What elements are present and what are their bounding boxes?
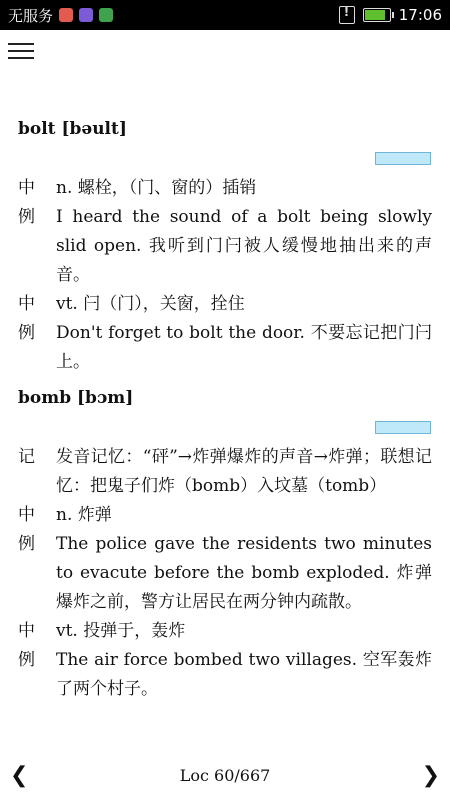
battery-icon: [363, 8, 391, 22]
highlight-tag-icon[interactable]: [375, 152, 431, 165]
chevron-right-icon[interactable]: ❯: [421, 763, 440, 788]
entry-line: [18, 646, 432, 704]
clock-time: 17:06: [398, 6, 442, 24]
entry-line: [18, 174, 432, 203]
line-text: The air force bombed two villages. 空军轰炸了两个村子。: [56, 650, 432, 699]
line-text: n. 炸弹: [56, 505, 112, 525]
highlight-tag-icon[interactable]: [375, 421, 431, 434]
carrier-text: 无服务: [8, 6, 54, 25]
line-text: vt. 闩（门），关窗，拴住: [56, 294, 245, 314]
line-type-mark: 例: [18, 650, 35, 670]
entry-headword: bolt [bəult]: [18, 119, 127, 139]
location-indicator: Loc 60/667: [179, 766, 271, 785]
line-type-mark: 例: [18, 534, 35, 554]
notification-app-icon: [99, 8, 113, 22]
entry-line: [18, 290, 432, 319]
line-text: I heard the sound of a bolt being slowly slid open. 我听到门闩被人缓慢地抽出来的声音。: [56, 207, 432, 285]
status-right: [339, 0, 442, 30]
line-type-mark: 中: [18, 505, 35, 525]
dictionary-entry: [18, 116, 432, 381]
entry-line: [18, 617, 432, 646]
entry-line: [18, 319, 432, 377]
entry-headword: bomb [bɔm]: [18, 388, 134, 408]
line-type-mark: 例: [18, 207, 35, 227]
line-type-mark: 中: [18, 178, 35, 198]
dictionary-content: [18, 112, 432, 704]
entry-line: [18, 443, 432, 501]
line-text: Don't forget to bolt the door. 不要忘记把门闩上。: [56, 323, 432, 372]
chevron-left-icon[interactable]: ❮: [10, 763, 29, 788]
line-text: 发音记忆：“砰”→炸弹爆炸的声音→炸弹；联想记忆：把鬼子们炸（bomb）入坟墓（tomb）: [56, 447, 432, 496]
status-left: [8, 0, 113, 30]
notification-app-icon: [79, 8, 93, 22]
notification-app-icon: [59, 8, 73, 22]
entry-line: [18, 501, 432, 530]
dictionary-entry: [18, 385, 432, 704]
line-text: n. 螺栓，（门、窗的）插销: [56, 178, 257, 198]
line-text: The police gave the residents two minutes to evacute before the bomb exploded. 炸弹爆炸之前，警方让居民在两分钟内疏散。: [56, 534, 432, 612]
line-type-mark: 中: [18, 621, 35, 641]
bookmark-marker: [18, 152, 432, 166]
entry-line: [18, 203, 432, 290]
bookmark-marker: [18, 421, 432, 435]
status-bar: [0, 0, 450, 30]
entry-spacer: [18, 377, 432, 381]
bottom-navigation-bar: [0, 760, 450, 796]
sim-alert-icon: [339, 6, 355, 24]
entry-line: [18, 530, 432, 617]
line-text: vt. 投弹于，轰炸: [56, 621, 186, 641]
hamburger-menu-icon[interactable]: [8, 40, 34, 64]
line-type-mark: 例: [18, 323, 35, 343]
line-type-mark: 记: [18, 447, 35, 467]
line-type-mark: 中: [18, 294, 35, 314]
